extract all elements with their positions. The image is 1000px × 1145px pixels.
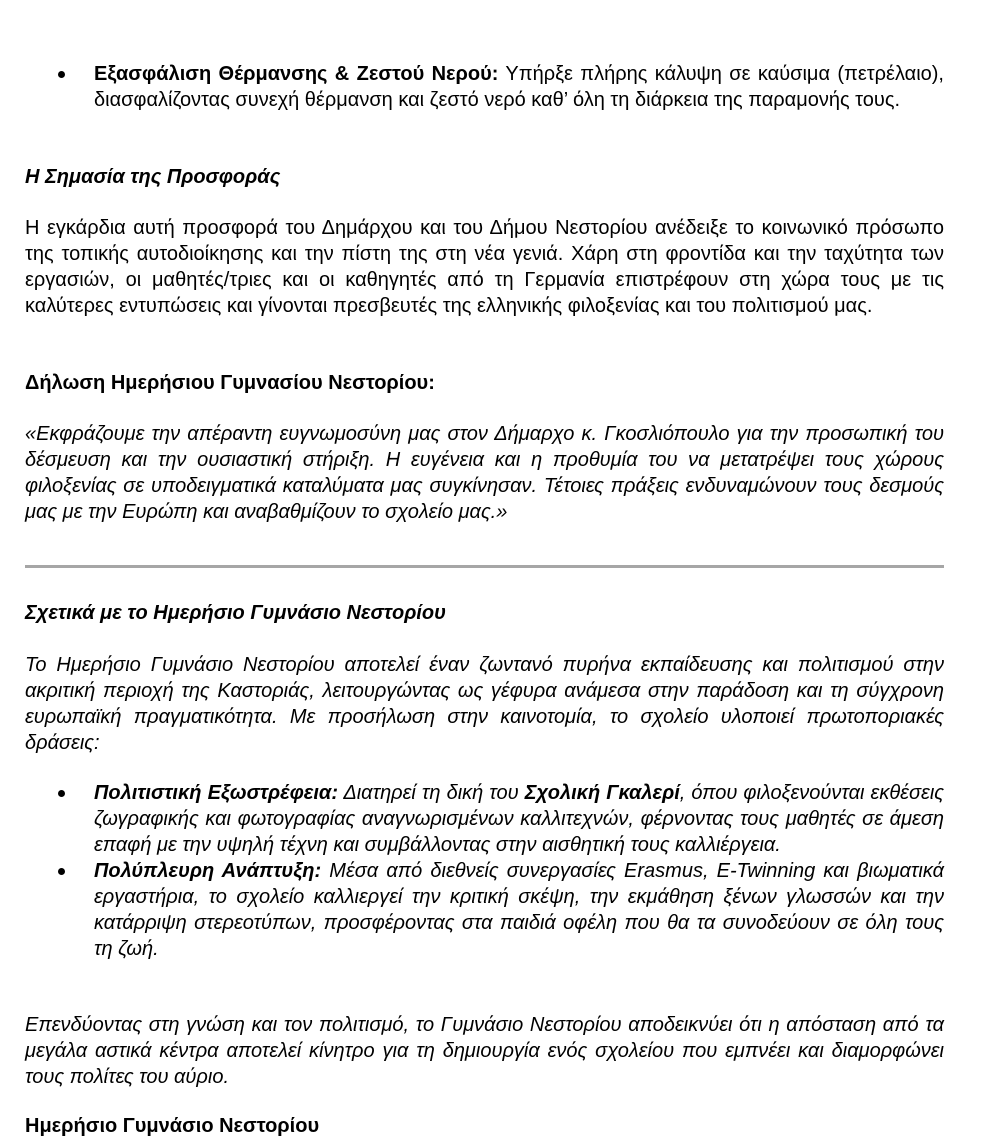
- about-intro-paragraph: Το Ημερήσιο Γυμνάσιο Νεστορίου αποτελεί έναν ζωντανό πυρήνα εκπαίδευσης και πολιτισμού στην ακριτική περιοχή της Καστοριάς, λειτουργώντας ως γέφυρα ανάμεσα στην παράδοση και τη σύγχρονη ευρωπαϊκή πραγματικότητα. Με προσήλωση στην καινοτομία, το σχολείο υλοποιεί πρωτοποριακές δράσεις:: [25, 654, 944, 754]
- bullet-icon: [58, 71, 65, 78]
- statement-heading: Δήλωση Ημερήσιου Γυμνασίου Νεστορίου:: [25, 372, 435, 394]
- about-bullets: [25, 780, 944, 962]
- bullet-text: Μέσα από διεθνείς συνεργασίες Erasmus, E-Twinning και βιωματικά εργαστήρια, το σχολείο καλλιεργεί την κριτική σκέψη, την εκμάθηση ξένων γλωσσών και την κατάρριψη στερεοτύπων, προσφέροντας στα παιδιά οφέλη που θα τα συνοδεύουν σε όλη τους τη ζωή.: [94, 860, 944, 960]
- bullet-icon: [58, 790, 65, 797]
- closing-section: [25, 1012, 944, 1090]
- heating-list: [25, 61, 944, 113]
- significance-section: [25, 215, 944, 319]
- bullet-text: Διατηρεί τη δική του: [338, 782, 525, 804]
- bullet-text: Υπήρξε πλήρης κάλυψη σε καύσιμα (πετρέλαιο), διασφαλίζοντας συνεχή θέρμανση και ζεστό νερό καθ’ όλη τη διάρκεια της παραμονής τους.: [94, 63, 944, 111]
- bullet-label: Εξασφάλιση Θέρμανσης & Ζεστού Νερού:: [94, 63, 499, 85]
- about-intro-section: [25, 652, 944, 756]
- signature: Ημερήσιο Γυμνάσιο Νεστορίου: [25, 1115, 320, 1137]
- bullet-label: Πολύπλευρη Ανάπτυξη:: [94, 860, 322, 882]
- statement-section: [25, 421, 944, 525]
- about-heading: Σχετικά με το Ημερήσιο Γυμνάσιο Νεστορίου: [25, 602, 446, 624]
- bullet-icon: [58, 868, 65, 875]
- list-item-cultural-outreach: [25, 780, 944, 858]
- list-item-heating: [25, 61, 944, 113]
- horizontal-divider: [25, 565, 944, 568]
- gallery-emphasis: Σχολική Γκαλερί: [524, 782, 680, 804]
- significance-heading: Η Σημασία της Προσφοράς: [25, 166, 281, 188]
- closing-paragraph: Επενδύοντας στη γνώση και τον πολιτισμό, το Γυμνάσιο Νεστορίου αποδεικνύει ότι η απόσταση από τα μεγάλα αστικά κέντρα αποτελεί κίνητρο για τη δημιουργία ενός σχολείου που εμπνέει και διαμορφώνει τους πολίτες του αύριο.: [25, 1014, 944, 1088]
- statement-quote: «Εκφράζουμε την απέραντη ευγνωμοσύνη μας στον Δήμαρχο κ. Γκοσλιόπουλο για την προσωπική του δέσμευση και την ουσιαστική στήριξη. Η ευγένεια και η προθυμία του να μετατρέψει τους χώρους φιλοξενίας σε υποδειγματικά καταλύματα μας συγκίνησαν. Τέτοιες πράξεις ενδυναμώνουν τους δεσμούς μας με την Ευρώπη και αναβαθμίζουν το σχολείο μας.»: [25, 423, 944, 523]
- significance-paragraph: Η εγκάρδια αυτή προσφορά του Δημάρχου και του Δήμου Νεστορίου ανέδειξε το κοινωνικό πρόσωπο της τοπικής αυτοδιοίκησης και την πίστη της στη νέα γενιά. Χάρη στη φροντίδα και την ταχύτητα των εργασιών, οι μαθητές/τριες και οι καθηγητές από τη Γερμανία επιστρέφουν στη χώρα τους με τις καλύτερες εντυπώσεις και γίνονται πρεσβευτές της ελληνικής φιλοξενίας και του πολιτισμού μας.: [25, 217, 944, 317]
- bullet-label: Πολιτιστική Εξωστρέφεια:: [94, 782, 338, 804]
- list-item-development: [25, 858, 944, 962]
- bullet-text: , όπου φιλοξενούνται εκθέσεις ζωγραφικής και φωτογραφίας αναγνωρισμένων καλλιτεχνών, φέρνοντας τους μαθητές σε άμεση επαφή με την υψηλή τέχνη και συμβάλλοντας στην αισθητική τους καλλιέργεια.: [94, 782, 944, 856]
